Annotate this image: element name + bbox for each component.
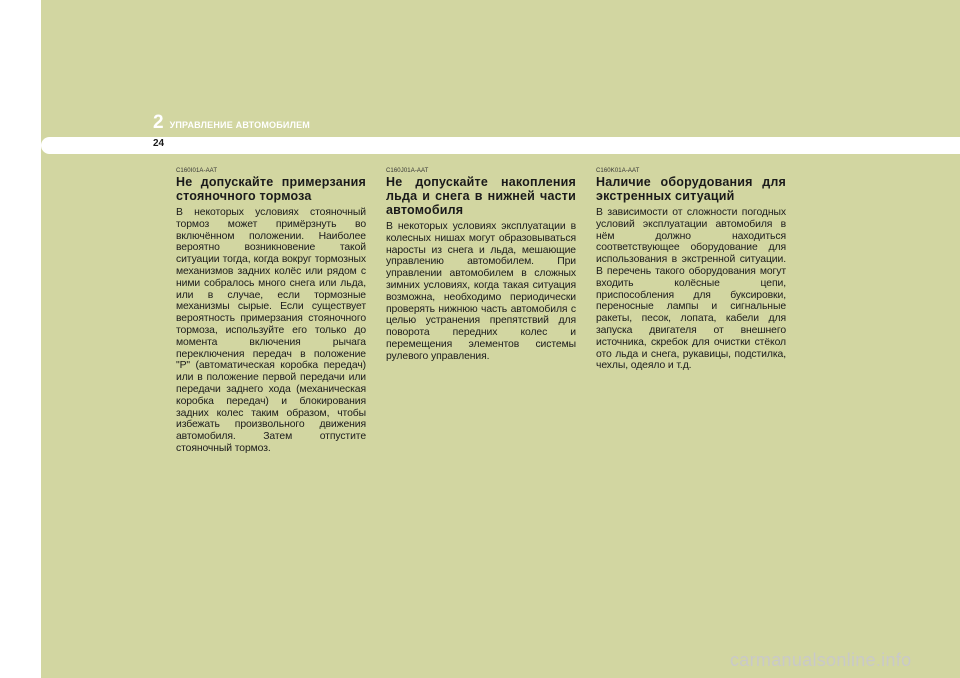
chapter-header	[153, 113, 310, 132]
watermark: carmanualsonline.info	[730, 650, 912, 670]
section-title: Не допускайте накопления льда и снега в нижней части автомобиля	[386, 175, 576, 217]
page-number: 24	[153, 138, 165, 149]
section-code: C160I01A-AAT	[176, 168, 218, 174]
chapter-number: 2	[153, 112, 164, 133]
section-parking-brake	[176, 168, 366, 455]
section-body: В зависимости от сложности погодных условий эксплуатации автомобиля в нём должно находиться соответствующее оборудование для использования в экстренной ситуации. В перечень такого оборудования могут входить колёсные цепи, приспособления для буксировки, переносные лампы и сигнальные ракеты, песок, лопата, кабели для запуска двигателя от внешнего источника, скребок для очистки стёкол ото льда и снега, рукавицы, подстилка, чехлы, одеяло и т.д.	[596, 207, 786, 372]
chapter-title: УПРАВЛЕНИЕ АВТОМОБИЛЕМ	[169, 120, 311, 130]
section-title: Наличие оборудования для экстренных ситуаций	[596, 175, 786, 203]
section-body: В некоторых условиях эксплуатации в колесных нишах могут образовываться наросты из снега и льда, мешающие управлению автомобилем. При управлении автомобилем в сложных зимних условиях, когда такая ситуация возможна, необходимо периодически проверять нижнюю часть автомобиля с целью устранения препятствий для поворота передних колес и перемещения элементов системы рулевого управления.	[386, 221, 576, 362]
section-body: В некоторых условиях стояночный тормоз может примёрзнуть во включённом положении. Наиболее вероятно возникновение такой ситуации тогда, когда вокруг тормозных механизмов задних колёс или рядом с ними собралось много снега или льда, или в случае, если тормозные механизмы сырые. Если существует вероятность примерзания стояночного тормоза, используйте его только до момента включения рычага переключения передач в положение "P" (автоматическая коробка передач) или в положение первой передачи или передачи заднего хода (механическая коробка передач) и блокирования задних колес таким образом, чтобы избежать произвольного движения автомобиля. Затем отпустите стояночный тормоз.	[176, 207, 366, 454]
section-ice-snow	[386, 168, 576, 363]
section-code: C160J01A-AAT	[386, 168, 429, 174]
section-title: Не допускайте примерзания стояночного тормоза	[176, 175, 366, 203]
page-number-band	[41, 137, 960, 154]
section-emergency-equipment	[596, 168, 786, 372]
section-code: C160K01A-AAT	[596, 168, 640, 174]
